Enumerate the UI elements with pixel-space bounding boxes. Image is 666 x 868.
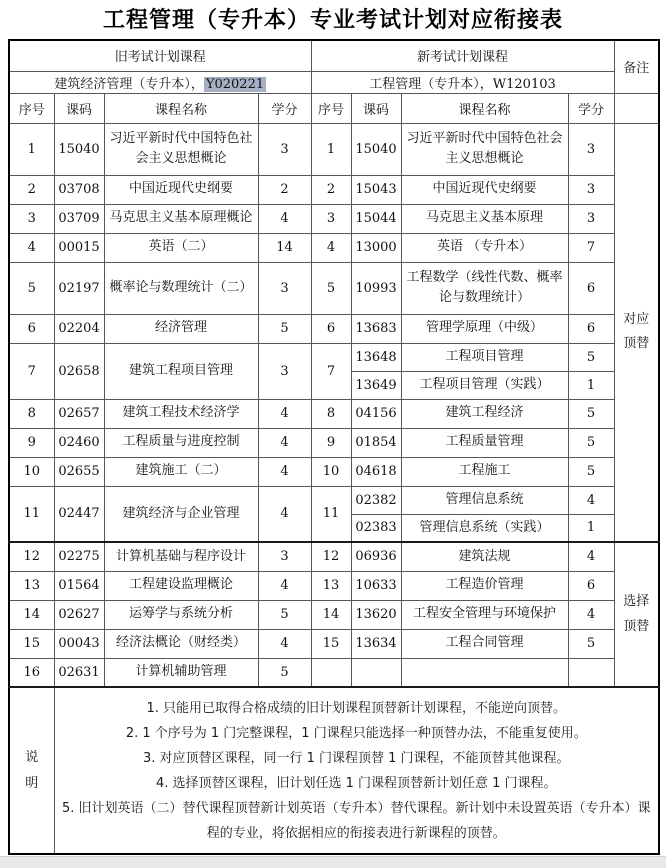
old-course-credit: 4 (258, 457, 311, 486)
old-course-code: 02631 (54, 658, 104, 687)
table-row (9, 175, 659, 204)
new-course-no: 5 (311, 262, 351, 314)
old-course-code: 00043 (54, 629, 104, 658)
remark-correspond-cell (614, 123, 659, 542)
new-course-code: 02383 (351, 514, 401, 542)
note-line: 5. 旧计划英语（二）替代课程顶替新计划英语（专升本）替代课程。新计划中未设置英语（专升本）课程的专业，将依据相应的衔接表进行新课程的顶替。 (61, 800, 651, 841)
notes-label: 说明 (25, 749, 39, 791)
new-course-name: 工程合同管理 (401, 629, 568, 658)
new-course-credit: 6 (568, 262, 614, 314)
new-course-code-empty (351, 658, 401, 687)
old-course-code: 00015 (54, 233, 104, 262)
old-course-name: 工程建设监理概论 (104, 571, 258, 600)
new-course-no-empty (311, 658, 351, 687)
remark-correspond-label: 对应顶替 (623, 311, 650, 352)
old-course-no: 5 (9, 262, 54, 314)
old-course-credit: 4 (258, 428, 311, 457)
table-row-merged-top (9, 486, 659, 514)
new-course-code: 04618 (351, 457, 401, 486)
old-course-name: 建筑工程项目管理 (104, 343, 258, 399)
new-course-name: 建筑法规 (401, 542, 568, 571)
old-course-code: 02655 (54, 457, 104, 486)
old-course-name: 经济法概论（财经类） (104, 629, 258, 658)
new-course-no: 3 (311, 204, 351, 233)
new-course-name: 工程项目管理 (401, 343, 568, 371)
note-line: 3. 对应顶替区课程，同一行 1 门课程顶替 1 门课程，不能顶替其他课程。 (142, 750, 570, 766)
new-course-name: 建筑工程经济 (401, 399, 568, 428)
table-row (9, 629, 659, 658)
new-course-code: 13000 (351, 233, 401, 262)
remark-empty-cell (614, 93, 659, 123)
old-course-no: 13 (9, 571, 54, 600)
old-course-code: 03709 (54, 204, 104, 233)
old-course-no: 8 (9, 399, 54, 428)
new-course-no: 9 (311, 428, 351, 457)
new-course-code: 13634 (351, 629, 401, 658)
old-course-credit: 3 (258, 542, 311, 571)
major-row (9, 71, 659, 93)
note-line: 1. 只能用已取得合格成绩的旧计划课程顶替新计划课程，不能逆向顶替。 (146, 700, 567, 716)
table-row (9, 204, 659, 233)
new-course-no: 10 (311, 457, 351, 486)
new-course-no: 15 (311, 629, 351, 658)
col-header-new-credit: 学分 (568, 93, 614, 123)
old-course-code: 02627 (54, 600, 104, 629)
new-major-cell: 工程管理（专升本），W120103 (311, 71, 614, 93)
old-major-cell (9, 71, 311, 93)
new-course-credit: 5 (568, 343, 614, 371)
old-course-credit: 3 (258, 262, 311, 314)
new-course-name: 管理信息系统 (401, 486, 568, 514)
document-page (0, 3, 666, 855)
old-course-name: 建筑经济与企业管理 (104, 486, 258, 542)
old-course-code: 03708 (54, 175, 104, 204)
old-course-credit: 5 (258, 314, 311, 343)
new-course-name: 中国近现代史纲要 (401, 175, 568, 204)
new-course-name: 工程项目管理（实践） (401, 371, 568, 399)
old-course-credit: 3 (258, 123, 311, 175)
new-course-name: 马克思主义基本原理 (401, 204, 568, 233)
old-course-no: 9 (9, 428, 54, 457)
new-course-no: 8 (311, 399, 351, 428)
new-course-name: 工程施工 (401, 457, 568, 486)
col-header-new-name: 课程名称 (401, 93, 568, 123)
new-course-name: 管理学原理（中级） (401, 314, 568, 343)
old-course-no: 14 (9, 600, 54, 629)
new-course-no: 11 (311, 486, 351, 542)
new-course-credit: 7 (568, 233, 614, 262)
old-course-code: 02197 (54, 262, 104, 314)
new-course-code: 06936 (351, 542, 401, 571)
old-course-code: 01564 (54, 571, 104, 600)
new-course-no: 14 (311, 600, 351, 629)
old-course-name: 计算机基础与程序设计 (104, 542, 258, 571)
old-course-name: 运筹学与系统分析 (104, 600, 258, 629)
old-course-credit: 2 (258, 175, 311, 204)
old-course-name: 概率论与数理统计（二） (104, 262, 258, 314)
table-row (9, 262, 659, 314)
old-course-name: 马克思主义基本原理概论 (104, 204, 258, 233)
new-course-credit: 1 (568, 514, 614, 542)
new-course-code: 13683 (351, 314, 401, 343)
old-course-no: 15 (9, 629, 54, 658)
old-course-code: 02658 (54, 343, 104, 399)
old-course-code: 15040 (54, 123, 104, 175)
table-row (9, 600, 659, 629)
new-course-credit: 1 (568, 371, 614, 399)
new-course-no: 1 (311, 123, 351, 175)
old-major-code-highlighted: Y020221 (205, 76, 265, 92)
notes-content (54, 687, 659, 854)
new-course-credit: 4 (568, 600, 614, 629)
old-plan-header: 旧考试计划课程 (9, 40, 311, 71)
col-header-old-no: 序号 (9, 93, 54, 123)
col-header-old-code: 课码 (54, 93, 104, 123)
new-course-code: 10993 (351, 262, 401, 314)
new-course-name: 管理信息系统（实践） (401, 514, 568, 542)
table-row (9, 399, 659, 428)
col-header-new-no: 序号 (311, 93, 351, 123)
old-course-no: 11 (9, 486, 54, 542)
old-course-name: 习近平新时代中国特色社会主义思想概论 (104, 123, 258, 175)
page-title: 工程管理（专升本）专业考试计划对应衔接表 (102, 7, 563, 33)
table-row (9, 457, 659, 486)
remark-header: 备注 (614, 40, 659, 93)
new-plan-header: 新考试计划课程 (311, 40, 614, 71)
old-course-credit: 3 (258, 343, 311, 399)
table-row (9, 428, 659, 457)
new-course-name: 习近平新时代中国特色社会主义思想概论 (401, 123, 568, 175)
table-row (9, 571, 659, 600)
old-course-name: 中国近现代史纲要 (104, 175, 258, 204)
new-course-code: 10633 (351, 571, 401, 600)
new-course-code: 13620 (351, 600, 401, 629)
window-bottom-edge (0, 856, 666, 868)
old-course-credit: 4 (258, 486, 311, 542)
old-course-no: 12 (9, 542, 54, 571)
plan-header-row (9, 40, 659, 71)
new-course-no: 4 (311, 233, 351, 262)
notes-label-cell (9, 687, 54, 854)
new-course-name: 工程安全管理与环境保护 (401, 600, 568, 629)
new-course-credit: 6 (568, 571, 614, 600)
new-course-code: 02382 (351, 486, 401, 514)
new-course-name: 工程质量管理 (401, 428, 568, 457)
old-course-credit: 5 (258, 600, 311, 629)
new-course-credit: 4 (568, 486, 614, 514)
table-row (9, 123, 659, 175)
table-row (9, 542, 659, 571)
table-row (9, 314, 659, 343)
new-course-credit: 3 (568, 175, 614, 204)
old-course-name: 建筑施工（二） (104, 457, 258, 486)
old-course-no: 10 (9, 457, 54, 486)
old-course-code: 02657 (54, 399, 104, 428)
old-course-credit: 5 (258, 658, 311, 687)
old-course-code: 02204 (54, 314, 104, 343)
new-course-credit: 6 (568, 314, 614, 343)
new-course-code: 01854 (351, 428, 401, 457)
col-header-old-name: 课程名称 (104, 93, 258, 123)
remark-choose-cell (614, 542, 659, 687)
old-course-name: 经济管理 (104, 314, 258, 343)
notes-row (9, 687, 659, 854)
old-course-no: 1 (9, 123, 54, 175)
new-course-no: 2 (311, 175, 351, 204)
old-course-code: 02275 (54, 542, 104, 571)
new-course-name-empty (401, 658, 568, 687)
new-course-credit: 5 (568, 428, 614, 457)
table-row (9, 233, 659, 262)
old-course-code: 02447 (54, 486, 104, 542)
old-course-name: 计算机辅助管理 (104, 658, 258, 687)
new-course-credit: 5 (568, 457, 614, 486)
new-course-code: 13649 (351, 371, 401, 399)
new-course-no: 6 (311, 314, 351, 343)
new-course-code: 13648 (351, 343, 401, 371)
table-row-merged-top (9, 343, 659, 371)
old-course-code: 02460 (54, 428, 104, 457)
new-course-credit: 4 (568, 542, 614, 571)
note-line: 2. 1 个序号为 1 门完整课程，1 门课程只能选择一种顶替办法，不能重复使用。 (125, 725, 587, 741)
new-course-no: 13 (311, 571, 351, 600)
new-course-credit-empty (568, 658, 614, 687)
note-line: 4. 选择顶替区课程，旧计划任选 1 门课程顶替新计划任意 1 门课程。 (155, 775, 557, 791)
old-course-credit: 4 (258, 571, 311, 600)
old-course-no: 16 (9, 658, 54, 687)
old-course-credit: 4 (258, 204, 311, 233)
table-row (9, 658, 659, 687)
course-mapping-table (8, 39, 660, 855)
old-course-name: 英语（二） (104, 233, 258, 262)
old-course-credit: 4 (258, 399, 311, 428)
old-course-no: 6 (9, 314, 54, 343)
old-major-label: 建筑经济管理（专升本）， (54, 76, 204, 92)
remark-choose-label: 选择顶替 (623, 593, 650, 634)
old-course-credit: 4 (258, 629, 311, 658)
new-course-credit: 3 (568, 123, 614, 175)
new-course-code: 15044 (351, 204, 401, 233)
old-course-no: 2 (9, 175, 54, 204)
new-course-no: 7 (311, 343, 351, 399)
col-header-new-code: 课码 (351, 93, 401, 123)
new-course-name: 工程造价管理 (401, 571, 568, 600)
new-course-name: 工程数学（线性代数、概率论与数理统计） (401, 262, 568, 314)
column-header-row (9, 93, 659, 123)
col-header-old-credit: 学分 (258, 93, 311, 123)
new-course-credit: 5 (568, 399, 614, 428)
new-course-credit: 5 (568, 629, 614, 658)
new-course-credit: 3 (568, 204, 614, 233)
new-course-code: 15043 (351, 175, 401, 204)
new-course-code: 15040 (351, 123, 401, 175)
old-course-name: 建筑工程技术经济学 (104, 399, 258, 428)
new-course-code: 04156 (351, 399, 401, 428)
old-course-credit: 14 (258, 233, 311, 262)
old-course-no: 3 (9, 204, 54, 233)
old-course-no: 7 (9, 343, 54, 399)
new-course-no: 12 (311, 542, 351, 571)
old-course-no: 4 (9, 233, 54, 262)
old-course-name: 工程质量与进度控制 (104, 428, 258, 457)
new-course-name: 英语 （专升本） (401, 233, 568, 262)
